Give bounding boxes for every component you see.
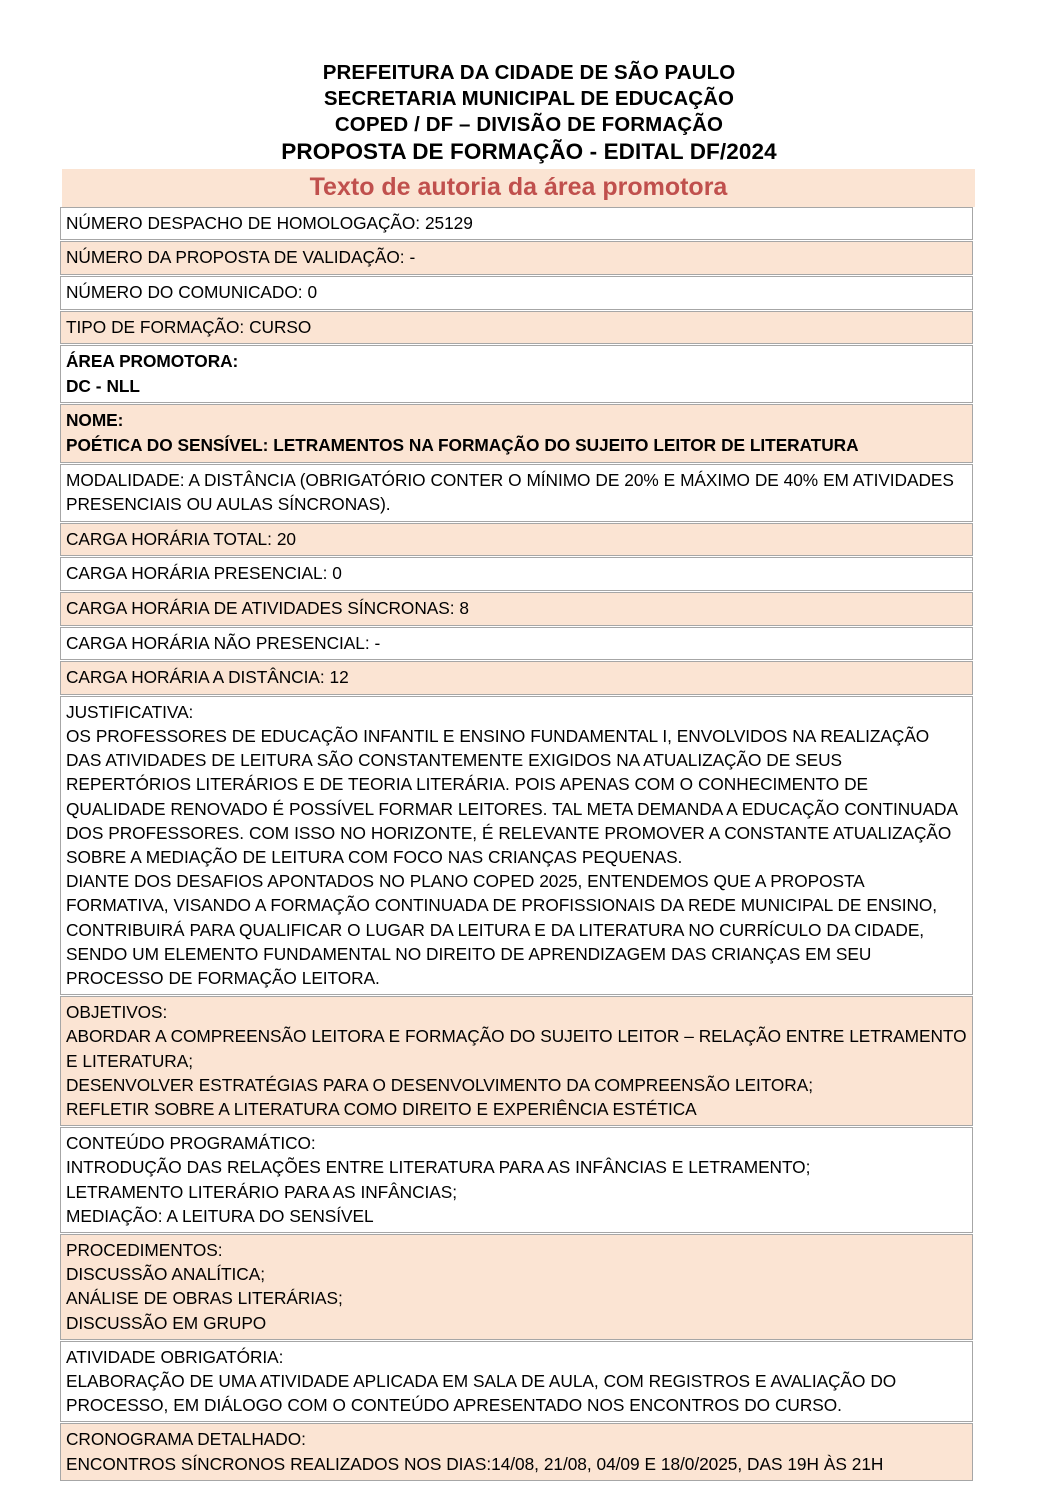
header-line-prefeitura: PREFEITURA DA CIDADE DE SÃO PAULO <box>322 61 736 84</box>
table-row-nome <box>60 404 973 462</box>
table-row-carga-total <box>60 523 973 557</box>
objetivos-item-2: DESENVOLVER ESTRATÉGIAS PARA O DESENVOLVIMENTO DA COMPREENSÃO LEITORA; <box>66 1074 813 1095</box>
justificativa-label: JUSTIFICATIVA: <box>66 701 194 722</box>
conteudo-label: CONTEÚDO PROGRAMÁTICO: <box>66 1133 316 1154</box>
carga-sincronas-text: CARGA HORÁRIA DE ATIVIDADES SÍNCRONAS: 8 <box>66 597 469 618</box>
conteudo-item-2: LETRAMENTO LITERÁRIO PARA AS INFÂNCIAS; <box>66 1181 457 1202</box>
header-line-secretaria: SECRETARIA MUNICIPAL DE EDUCAÇÃO <box>323 87 735 111</box>
table-row-despacho <box>60 207 973 241</box>
table-row-carga-distancia <box>60 661 973 695</box>
table-row-conteudo-programatico <box>60 1127 973 1233</box>
table-row-tipo-formacao <box>60 311 973 345</box>
nome-label: NOME: <box>66 410 124 431</box>
carga-distancia-text: CARGA HORÁRIA A DISTÂNCIA: 12 <box>66 667 349 688</box>
proposal-table <box>60 207 973 1481</box>
table-row-modalidade <box>60 464 973 522</box>
cronograma-label: CRONOGRAMA DETALHADO: <box>66 1429 306 1450</box>
table-row-carga-presencial <box>60 557 973 591</box>
table-row-procedimentos <box>60 1234 973 1340</box>
area-promotora-label: ÁREA PROMOTORA: <box>66 351 239 372</box>
tipo-formacao-text: TIPO DE FORMAÇÃO: CURSO <box>66 316 312 337</box>
atividade-label: ATIVIDADE OBRIGATÓRIA: <box>66 1346 284 1367</box>
procedimentos-item-1: DISCUSSÃO ANALÍTICA; <box>66 1264 265 1285</box>
atividade-text: ELABORAÇÃO DE UMA ATIVIDADE APLICADA EM SALA DE AULA, COM REGISTROS E AVALIAÇÃO DO PROCESSO, EM DIÁLOGO COM O CONTEÚDO APRESENTADO NOS ENCONTROS DO CURSO. <box>66 1371 897 1416</box>
despacho-text: NÚMERO DESPACHO DE HOMOLOGAÇÃO: 25129 <box>66 212 473 233</box>
proposta-validacao-text: NÚMERO DA PROPOSTA DE VALIDAÇÃO: - <box>66 247 416 268</box>
header-line-proposta: PROPOSTA DE FORMAÇÃO - EDITAL DF/2024 <box>281 138 777 164</box>
justificativa-paragraph-2: DIANTE DOS DESAFIOS APONTADOS NO PLANO COPED 2025, ENTENDEMOS QUE A PROPOSTA FORMATIVA, VISANDO A FORMAÇÃO CONTINUADA DE PROFISSIONAIS DA REDE MUNICIPAL DE ENSINO, CONTRIBUIRÁ PARA QUALIFICAR O LUGAR DA LEITURA E DA LITERATURA NO CURRÍCULO DA CIDADE, SENDO UM ELEMENTO FUNDAMENTAL NO DIREITO DE APRENDIZAGEM DAS CRIANÇAS EM SEU PROCESSO DE FORMAÇÃO LEITORA. <box>66 871 938 988</box>
conteudo-item-1: INTRODUÇÃO DAS RELAÇÕES ENTRE LITERATURA PARA AS INFÂNCIAS E LETRAMENTO; <box>66 1157 811 1178</box>
modalidade-text: MODALIDADE: A DISTÂNCIA (OBRIGATÓRIO CONTER O MÍNIMO DE 20% E MÁXIMO DE 40% EM ATIVIDADES PRESENCIAIS OU AULAS SÍNCRONAS). <box>66 469 954 515</box>
procedimentos-label: PROCEDIMENTOS: <box>66 1239 223 1260</box>
area-promotora-value: DC - NLL <box>66 375 140 396</box>
table-row-cronograma <box>60 1423 973 1480</box>
author-banner <box>62 169 975 207</box>
author-banner-title: Texto de autoria da área promotora <box>309 172 728 201</box>
table-row-area-promotora <box>60 345 973 403</box>
document-header <box>0 0 1058 165</box>
cronograma-text: ENCONTROS SÍNCRONOS REALIZADOS NOS DIAS:14/08, 21/08, 04/09 E 18/0/2025, DAS 19H ÀS 21H <box>66 1453 884 1474</box>
objetivos-label: OBJETIVOS: <box>66 1002 168 1023</box>
table-row-carga-nao-presencial <box>60 627 973 661</box>
carga-total-text: CARGA HORÁRIA TOTAL: 20 <box>66 528 296 549</box>
table-row-comunicado <box>60 276 973 310</box>
table-row-proposta-validacao <box>60 241 973 275</box>
justificativa-paragraph-1: OS PROFESSORES DE EDUCAÇÃO INFANTIL E ENSINO FUNDAMENTAL I, ENVOLVIDOS NA REALIZAÇÃO DAS ATIVIDADES DE LEITURA SÃO CONSTANTEMENTE EXIGIDOS NA ATUALIZAÇÃO DE SEUS REPERTÓRIOS LITERÁRIOS E DE TEORIA LITERÁRIA. POIS APENAS COM O CONHECIMENTO DE QUALIDADE RENOVADO É POSSÍVEL FORMAR LEITORES. TAL META DEMANDA A EDUCAÇÃO CONTINUADA DOS PROFESSORES. COM ISSO NO HORIZONTE, É RELEVANTE PROMOVER A CONSTANTE ATUALIZAÇÃO SOBRE A MEDIAÇÃO DE LEITURA COM FOCO NAS CRIANÇAS PEQUENAS. <box>66 725 958 867</box>
conteudo-item-3: MEDIAÇÃO: A LEITURA DO SENSÍVEL <box>66 1205 374 1226</box>
table-row-objetivos <box>60 996 973 1126</box>
table-row-carga-sincronas <box>60 592 973 626</box>
nome-value: POÉTICA DO SENSÍVEL: LETRAMENTOS NA FORMAÇÃO DO SUJEITO LEITOR DE LITERATURA <box>66 434 859 455</box>
procedimentos-item-2: ANÁLISE DE OBRAS LITERÁRIAS; <box>66 1288 343 1309</box>
carga-presencial-text: CARGA HORÁRIA PRESENCIAL: 0 <box>66 563 342 584</box>
table-row-atividade-obrigatoria <box>60 1341 973 1423</box>
procedimentos-item-3: DISCUSSÃO EM GRUPO <box>66 1312 267 1333</box>
objetivos-item-3: REFLETIR SOBRE A LITERATURA COMO DIREITO E EXPERIÊNCIA ESTÉTICA <box>66 1098 697 1119</box>
comunicado-text: NÚMERO DO COMUNICADO: 0 <box>66 282 317 302</box>
carga-nao-presencial-text: CARGA HORÁRIA NÃO PRESENCIAL: - <box>66 632 381 653</box>
objetivos-item-1: ABORDAR A COMPREENSÃO LEITORA E FORMAÇÃO DO SUJEITO LEITOR – RELAÇÃO ENTRE LETRAMENTO E LITERATURA; <box>66 1026 967 1071</box>
table-row-justificativa <box>60 696 973 995</box>
header-line-coped: COPED / DF – DIVISÃO DE FORMAÇÃO <box>334 113 724 137</box>
